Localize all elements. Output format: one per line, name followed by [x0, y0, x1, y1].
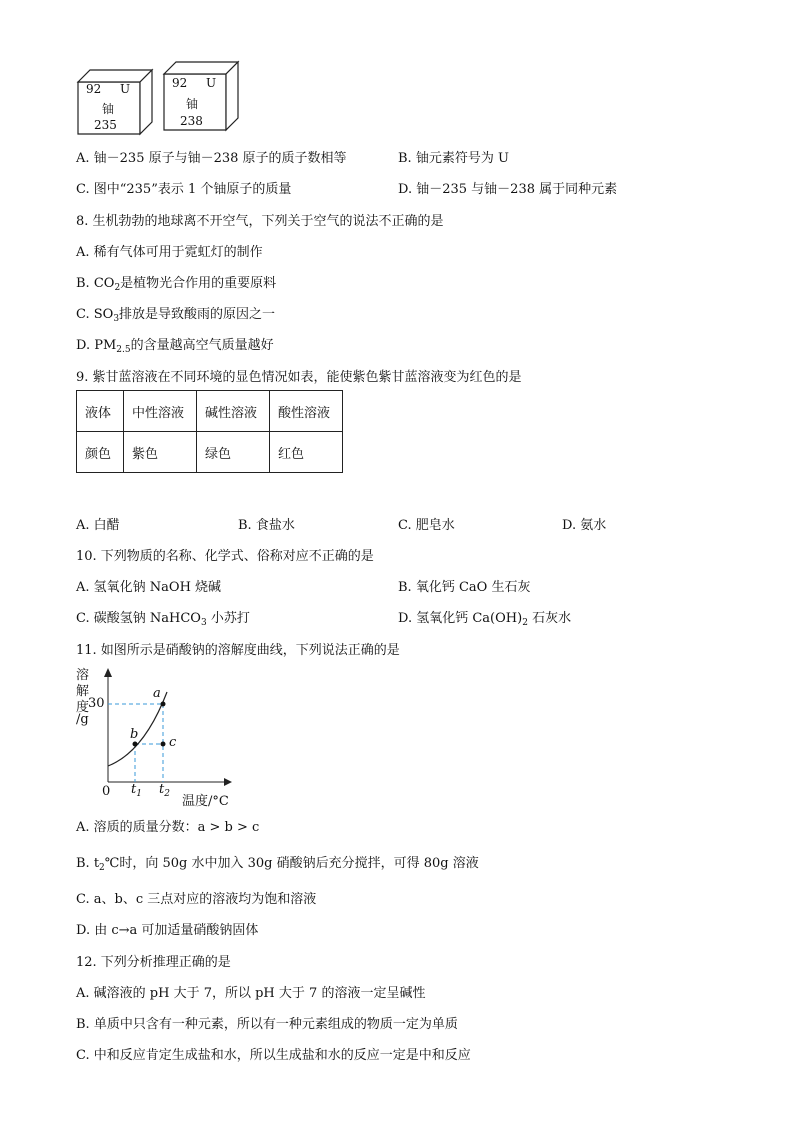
atomic-number: 92: [172, 76, 188, 90]
q12-option-c: C. 中和反应肯定生成盐和水，所以生成盐和水的反应一定是中和反应: [76, 1048, 471, 1063]
q8-stem: 8. 生机勃勃的地球离不开空气，下列关于空气的说法不正确的是: [76, 214, 444, 229]
y-axis-label-2: 解: [76, 684, 90, 699]
mass-number: 238: [180, 114, 203, 128]
y-tick-30: 30: [88, 696, 105, 711]
q11-option-c: C. a、b、c 三点对应的溶液均为饱和溶液: [76, 892, 317, 907]
q7-option-b: B. 铀元素符号为 U: [398, 151, 509, 166]
point-b-label: b: [130, 727, 139, 742]
origin-label: 0: [102, 784, 111, 799]
table-cell: 绿色: [197, 432, 270, 473]
point-a-label: a: [153, 686, 161, 701]
solubility-graph: [74, 662, 244, 807]
q8-option-d: D. $PM_{2.5}$的含量越高空气质量越好: [76, 338, 274, 355]
table-cell: 碱性溶液: [197, 391, 270, 432]
q9-option-a: A. 白醋: [76, 518, 120, 533]
q12-option-a: A. 碱溶液的 pH 大于 7，所以 pH 大于 7 的溶液一定呈碱性: [76, 986, 426, 1001]
cube-outline: [164, 62, 242, 132]
q10-option-d: D. 氢氧化钙 $Ca(OH)_2$ 石灰水: [398, 611, 572, 628]
q11-option-a: A. 溶质的质量分数：a > b > c: [76, 820, 260, 835]
q11-stem: 11. 如图所示是硝酸钠的溶解度曲线，下列说法正确的是: [76, 643, 400, 658]
table-cell: 红色: [270, 432, 343, 473]
q7-option-c: C. 图中“235”表示 1 个铀原子的质量: [76, 182, 292, 197]
q10-stem: 10. 下列物质的名称、化学式、俗称对应不正确的是: [76, 549, 374, 564]
y-axis-label-1: 溶: [76, 668, 90, 683]
x-axis-label: 温度/°C: [182, 794, 229, 809]
q9-option-c: C. 肥皂水: [398, 518, 455, 533]
atomic-number: 92: [86, 82, 102, 96]
q11-option-d: D. 由 c→a 可加适量硝酸钠固体: [76, 923, 259, 938]
q11-option-b: B. $t_2℃$时，向 50g 水中加入 30g 硝酸钠后充分搅拌，可得 80g 溶液: [76, 856, 479, 873]
table-row: [77, 391, 343, 432]
cube-outline: [78, 70, 156, 136]
x-tick-t2: $t_2$: [159, 782, 170, 799]
q8-option-a: A. 稀有气体可用于霓虹灯的制作: [76, 245, 263, 260]
q10-option-a: A. 氢氧化钠 NaOH 烧碱: [76, 580, 222, 595]
element-name: 铀: [186, 97, 199, 111]
q8-option-b: B. $CO_2$是植物光合作用的重要原料: [76, 276, 277, 293]
q7-option-a: A. 铀－235 原子与铀－238 原子的质子数相等: [76, 151, 347, 166]
q10-option-b: B. 氧化钙 CaO 生石灰: [398, 580, 531, 595]
point-c-label: c: [169, 735, 177, 750]
table-row: [77, 432, 343, 473]
q9-option-b: B. 食盐水: [238, 518, 295, 533]
q9-option-d: D. 氨水: [562, 518, 607, 533]
y-axis-label-4: /g: [76, 712, 89, 727]
q12-stem: 12. 下列分析推理正确的是: [76, 955, 231, 970]
q12-option-b: B. 单质中只含有一种元素，所以有一种元素组成的物质一定为单质: [76, 1017, 458, 1032]
q8-option-c: C. $SO_3$排放是导致酸雨的原因之一: [76, 307, 276, 324]
element-cube-u238: [164, 62, 242, 132]
mass-number: 235: [94, 118, 117, 132]
element-symbol: U: [206, 76, 217, 90]
q7-option-d: D. 铀－235 与铀－238 属于同种元素: [398, 182, 618, 197]
y-axis-label-3: 度: [76, 700, 90, 715]
element-symbol: U: [120, 82, 131, 96]
table-cell: 颜色: [77, 432, 124, 473]
color-table: [76, 390, 343, 473]
q9-stem: 9. 紫甘蓝溶液在不同环境的显色情况如表，能使紫色紫甘蓝溶液变为红色的是: [76, 370, 522, 385]
element-name: 铀: [102, 102, 115, 116]
q10-option-c: C. 碳酸氢钠 NaHCO$_3$ 小苏打: [76, 611, 250, 628]
table-cell: 紫色: [124, 432, 197, 473]
element-cube-u235: [78, 70, 156, 136]
table-cell: 液体: [77, 391, 124, 432]
table-cell: 酸性溶液: [270, 391, 343, 432]
x-tick-t1: $t_1$: [131, 782, 142, 799]
table-cell: 中性溶液: [124, 391, 197, 432]
